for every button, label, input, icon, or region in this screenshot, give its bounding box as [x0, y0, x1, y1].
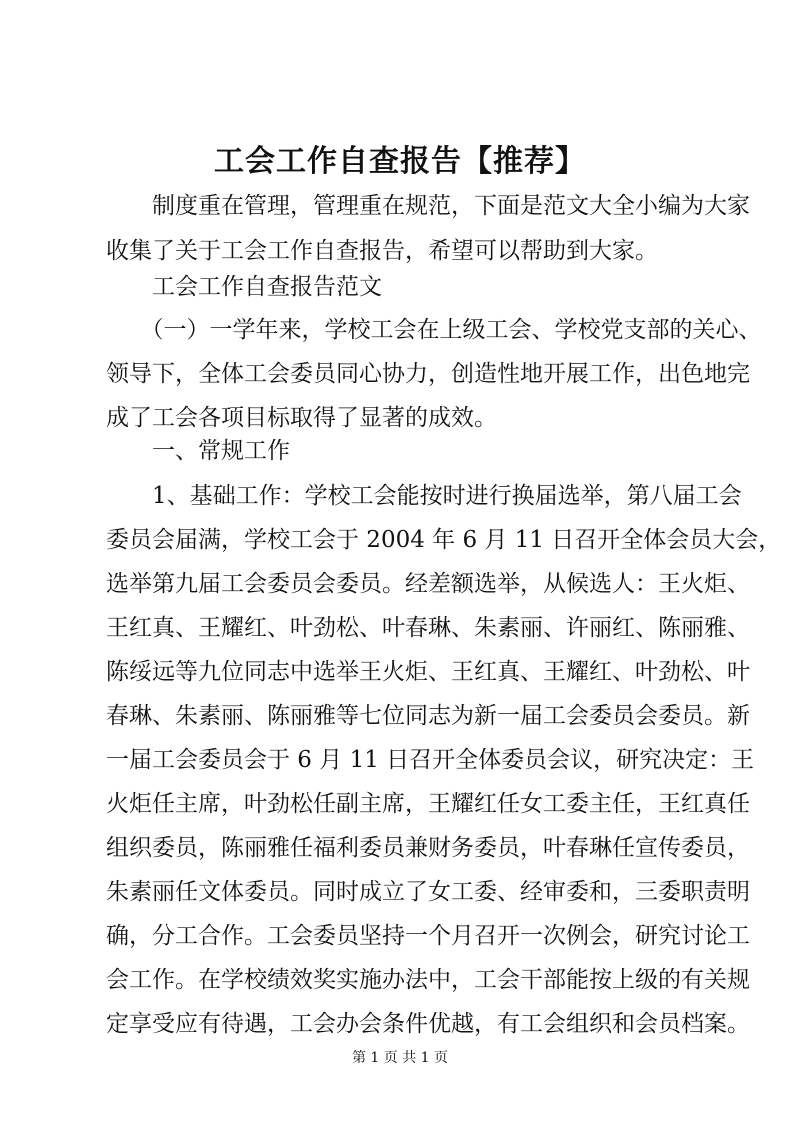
body-line: 选举第九届工会委员会委员。经差额选举，从候选人：王火炬、 [106, 571, 750, 597]
body-line: 一、常规工作 [106, 438, 290, 464]
body-line: 制度重在管理，管理重在规范，下面是范文大全小编为大家 [106, 193, 750, 219]
body-line: 组织委员，陈丽雅任福利委员兼财务委员，叶春琳任宣传委员， [106, 835, 750, 861]
body-line: 工会工作自查报告范文 [106, 274, 382, 300]
body-line: 一届工会委员会于 6 月 11 日召开全体委员会议，研究决定：王 [106, 747, 755, 773]
body-line: 委员会届满，学校工会于 2004 年 6 月 11 日召开全体会员大会， [106, 527, 782, 553]
body-line: 领导下，全体工会委员同心协力，创造性地开展工作，出色地完 [106, 361, 750, 387]
body-line: 王红真、王耀红、叶劲松、叶春琳、朱素丽、许丽红、陈丽雅、 [106, 615, 750, 641]
body-line: 1、基础工作：学校工会能按时进行换届选举，第八届工会 [106, 483, 742, 509]
page-footer: 第 1 页 共 1 页 [351, 1050, 449, 1066]
body-line: 会工作。在学校绩效奖实施办法中，工会干部能按上级的有关规 [106, 967, 750, 993]
body-line: 确，分工合作。工会委员坚持一个月召开一次例会，研究讨论工 [106, 923, 750, 949]
body-line: 陈绥远等九位同志中选举王火炬、王红真、王耀红、叶劲松、叶 [106, 659, 750, 685]
body-line: 定享受应有待遇，工会办会条件优越，有工会组织和会员档案。 [106, 1011, 750, 1037]
body-line: （一）一学年来，学校工会在上级工会、学校党支部的关心、 [106, 317, 762, 343]
body-line: 火炬任主席，叶劲松任副主席，王耀红任女工委主任，王红真任 [106, 791, 750, 817]
document-title: 工会工作自查报告【推荐】 [214, 144, 586, 179]
body-line: 收集了关于工会工作自查报告，希望可以帮助到大家。 [106, 238, 658, 264]
body-line: 成了工会各项目标取得了显著的成效。 [106, 405, 497, 431]
body-line: 朱素丽任文体委员。同时成立了女工委、经审委和，三委职责明 [106, 879, 750, 905]
body-line: 春琳、朱素丽、陈丽雅等七位同志为新一届工会委员会委员。新 [106, 703, 750, 729]
